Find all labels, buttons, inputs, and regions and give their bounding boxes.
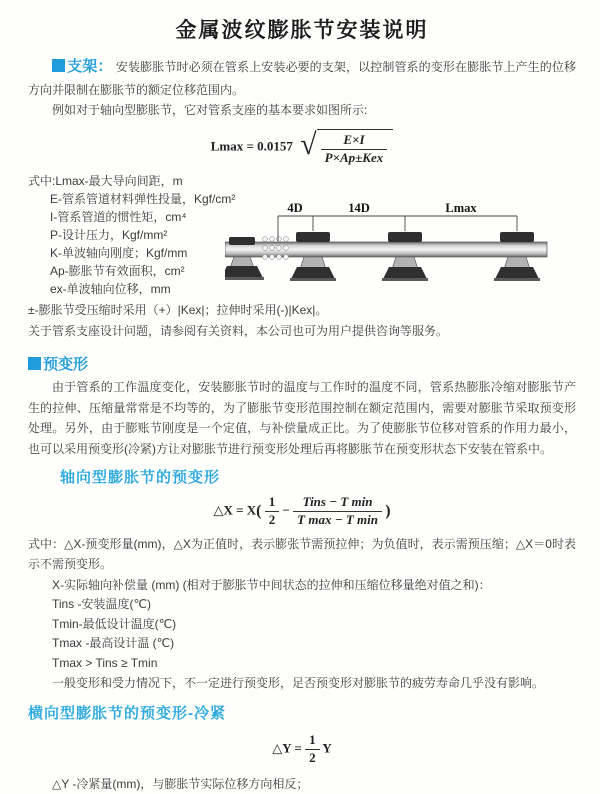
- lmax-formula-lhs: Lmax = 0.0157: [210, 138, 293, 154]
- definition-item: E-管系管道材料弹性投量，Kgf/cm²: [50, 191, 236, 206]
- lateral-formula-rhs: Y: [322, 740, 332, 756]
- definition-item: I-管系管道的惯性矩，cm⁴: [50, 209, 187, 224]
- temperature-definitions: [28, 595, 576, 673]
- predeform-section-heading: [28, 353, 576, 374]
- one-half-fraction: [265, 495, 280, 528]
- definition-item: Ap-膨胀节有效面积，cm²: [50, 263, 185, 278]
- axial-formula-lhs: △X = X: [213, 502, 257, 518]
- lmax-fraction: [321, 133, 388, 166]
- temp-line-tins: Tins -安装温度(℃): [52, 597, 152, 612]
- section-square-icon: [28, 357, 41, 370]
- open-paren: (: [256, 502, 262, 520]
- pipe-support-diagram: [225, 200, 578, 292]
- temp-line-tmax: Tmax -最高设计温 (℃): [52, 636, 175, 651]
- sign-note-line: ±-膨胀节受压缩时采用（+）|Kex|；拉伸时采用(-)|Kex|。: [28, 302, 328, 317]
- predeform-heading-label: 预变形: [43, 356, 89, 374]
- axial-formula: [28, 495, 576, 528]
- half-numerator: 1: [305, 733, 320, 750]
- temp-line-tmin: Tmin-最低设计温度(℃): [52, 616, 177, 631]
- sqrt-radical: [300, 129, 393, 166]
- service-note-line: 关于管系支座设计问题，请参阅有关资料，本公司也可为用户提供咨询等服务。: [28, 323, 449, 338]
- predeform-paragraph: 由于管系的工作温度变化，安装膨胀节时的温度与工作时的温度不同，管系热膨胀冷缩对膨胀节产生的拉伸、压缩量常常是不均等的，为了膨胀节变形范围控制在额定范围内，需要对膨胀节采取预变形处理。另外，由于膨账节刚度是一个定值，与补偿量成正比。为了使膨胀节位移对管系的作用力最小，也可以采用预变形(冷紧)方让对膨胀节进行预变形处理后再将膨胀节在预变形状态下安装在管系中。: [28, 380, 576, 457]
- axial-explain-line: 式中：△X-预变形量(mm)，△X为正值时，表示膨张节需预拉伸；为负值时，表示需预压缩；△X＝0时表示不需预变形。: [28, 536, 576, 572]
- page-title: 金属波纹膨胀节安装说明: [175, 19, 429, 42]
- half-denominator: 2: [309, 749, 316, 765]
- lateral-formula-lhs: △Y =: [272, 740, 302, 756]
- temperature-fraction: [293, 495, 382, 528]
- half-denominator: 2: [268, 511, 276, 527]
- support-intro-text: 安装膨胀节时必须在管系上安装必要的支架，以控制管系的变形在膨胀节上产生的位移方向并限制在膨胀节的额定位移范围内。: [28, 60, 576, 97]
- axial-note-line: 一般变形和受力情况下，不一定进行预变形，足否预变形对膨胀节的疲劳寿命几乎没有影响。: [52, 676, 545, 691]
- definitions-lead: 式中:Lmax-最大导向间距，m: [28, 173, 183, 188]
- one-half-fraction: [305, 733, 320, 766]
- close-paren: ): [385, 502, 391, 520]
- lateral-note-line: △Y -冷紧量(mm)，与膨胀节实际位移方向相反；: [52, 776, 309, 791]
- minus-sign: −: [282, 502, 290, 518]
- dimension-label-4d: 4D: [287, 200, 303, 215]
- lmax-fraction-numerator: E×I: [321, 133, 388, 150]
- radical-sign: √: [300, 128, 317, 162]
- half-numerator: 1: [265, 495, 280, 512]
- definitions-and-diagram: [28, 172, 576, 300]
- axial-sub-heading: 轴向型膨胀节的预变形: [60, 468, 221, 486]
- section-square-icon: [52, 59, 65, 72]
- dimension-label-14d: 14D: [348, 200, 370, 215]
- support-intro-paragraph: [28, 54, 576, 100]
- temp-fraction-denominator: T max − T min: [297, 511, 378, 527]
- lateral-formula: [28, 733, 576, 766]
- radicand: [317, 129, 394, 166]
- lmax-fraction-denominator: P×Ap±Kex: [324, 149, 384, 165]
- definition-item: K-单波轴向刚度；Kgf/mm: [50, 245, 188, 260]
- dimension-label-lmax: Lmax: [445, 200, 477, 215]
- temp-fraction-numerator: Tins − T min: [293, 495, 382, 512]
- axial-x-definition: X-实际轴向补偿量 (mm) (相对于膨胀节中间状态的拉伸和压缩位移量绝对值之和)：: [52, 577, 491, 592]
- definition-item: ex-单波轴向位移，mm: [50, 281, 171, 296]
- support-example-line: 例如对于轴向型膨胀节，它对管系支座的基本要求如图所示:: [52, 103, 368, 118]
- temp-inequality: Tmax > Tins ≥ Tmin: [52, 655, 158, 670]
- support-heading-label: 支架：: [67, 58, 113, 75]
- definition-item: P-设计压力，Kgf/mm²: [50, 227, 168, 242]
- lmax-formula: [28, 129, 576, 166]
- lateral-sub-heading: 横向型膨胀节的预变形-冷紧: [28, 704, 226, 722]
- support-section-heading: [52, 58, 112, 75]
